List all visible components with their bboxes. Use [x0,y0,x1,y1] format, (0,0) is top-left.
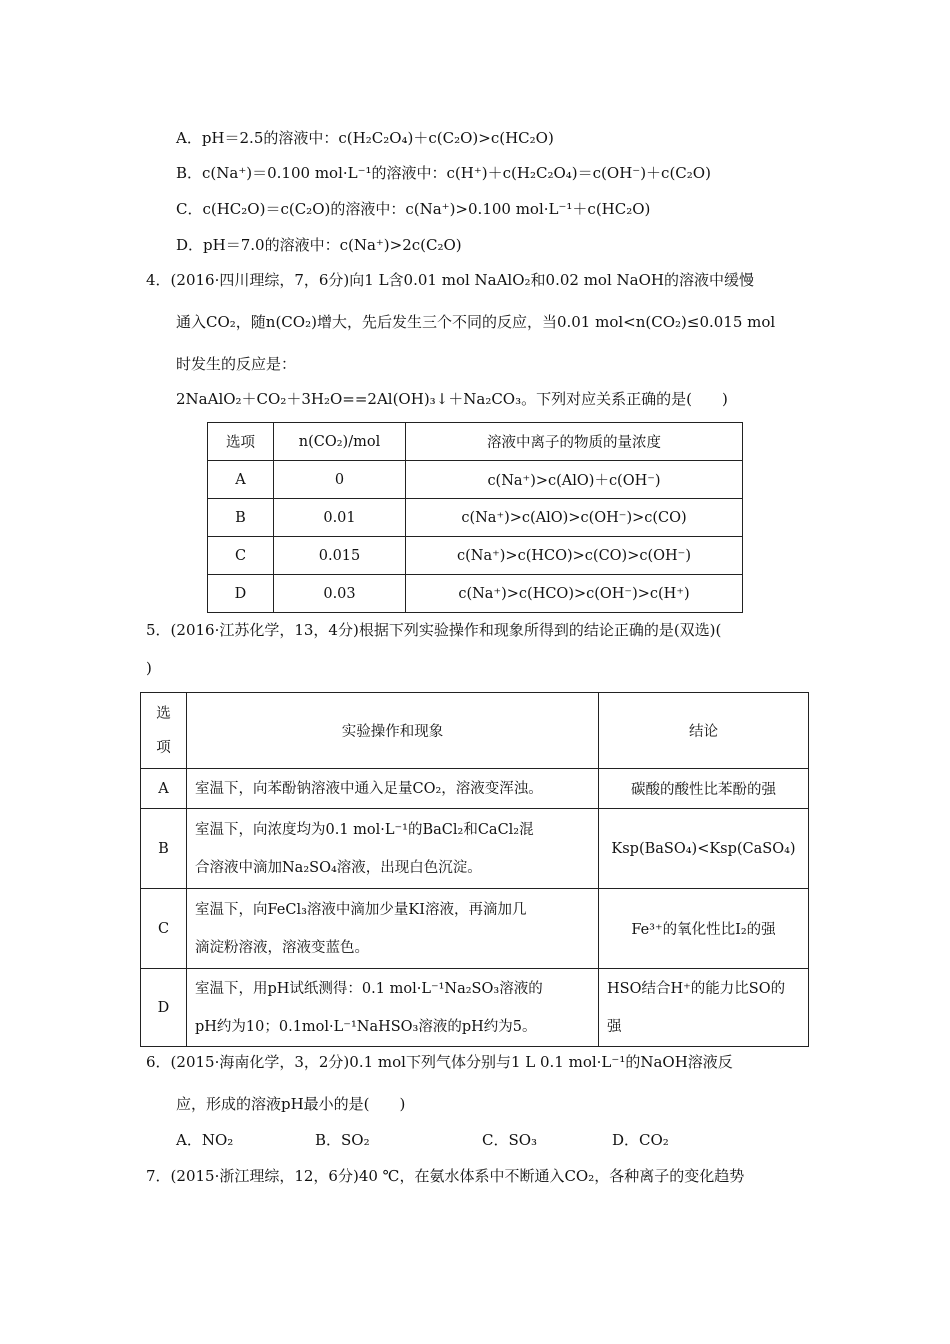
row-option: B [141,809,187,889]
conclusion-line1: HSO结合H⁺的能力比SO的 [607,980,786,997]
table-row [208,575,743,613]
conclusion-line2: 强 [607,1018,622,1035]
q5-stem-line1: 5．(2016·江苏化学，13，4分)根据下列实验操作和现象所得到的结论正确的是(双选)( [146,621,722,639]
q6-option-a: A．NO₂ [176,1131,234,1149]
q5-table [140,692,809,1047]
q3-option-c: C．c(HC₂O)＝c(C₂O)的溶液中：c(Na⁺)>0.100 mol·L⁻¹＋c(HC₂O) [176,200,651,218]
q3-option-b: B．c(Na⁺)＝0.100 mol·L⁻¹的溶液中：c(H⁺)＋c(H₂C₂O₄)＝c(OH⁻)＋c(C₂O) [176,164,711,182]
row-option: D [141,969,187,1047]
header-concentration: 溶液中离子的物质的量浓度 [406,423,743,461]
row-concentration: c(Na⁺)>c(HCO)>c(OH⁻)>c(H⁺) [406,575,743,613]
row-option: D [208,575,274,613]
header-operation: 实验操作和现象 [187,693,599,769]
row-option: A [141,769,187,809]
operation-line2: pH约为10；0.1mol·L⁻¹NaHSO₃溶液的pH约为5。 [195,1018,537,1035]
row-option: B [208,499,274,537]
header-option [141,693,187,769]
row-operation [187,969,599,1047]
q5-stem-line2: ) [146,659,152,677]
header-n-co2: n(CO₂)/mol [274,423,406,461]
header-conclusion: 结论 [599,693,809,769]
table-row [141,809,809,889]
q6-option-c: C．SO₃ [482,1131,538,1149]
table-row [208,537,743,575]
table-row [141,969,809,1047]
row-concentration: c(Na⁺)>c(HCO)>c(CO)>c(OH⁻) [406,537,743,575]
q6-option-d: D．CO₂ [612,1131,669,1149]
q6-stem-line2: 应，形成的溶液pH最小的是( ) [176,1095,406,1113]
row-operation [187,889,599,969]
row-operation: 室温下，向苯酚钠溶液中通入足量CO₂，溶液变浑浊。 [187,769,599,809]
q4-stem-line3: 时发生的反应是： [176,355,297,373]
header-option-char1: 选 [156,705,171,722]
operation-line2: 滴淀粉溶液，溶液变蓝色。 [195,939,369,956]
operation-line1: 室温下，向FeCl₃溶液中滴加少量KI溶液，再滴加几 [195,901,527,918]
row-conclusion: 碳酸的酸性比苯酚的强 [599,769,809,809]
header-option: 选项 [208,423,274,461]
row-n-co2: 0.03 [274,575,406,613]
table-header-row [208,423,743,461]
row-operation [187,809,599,889]
table-row [208,461,743,499]
q6-stem-line1: 6．(2015·海南化学，3，2分)0.1 mol下列气体分别与1 L 0.1 mol·L⁻¹的NaOH溶液反 [146,1053,733,1071]
q4-stem-line1: 4．(2016·四川理综，7，6分)向1 L含0.01 mol NaAlO₂和0.02 mol NaOH的溶液中缓慢 [146,271,754,289]
row-concentration: c(Na⁺)>c(AlO)>c(OH⁻)>c(CO) [406,499,743,537]
q3-option-a: A．pH＝2.5的溶液中：c(H₂C₂O₄)＋c(C₂O)>c(HC₂O) [176,129,554,147]
row-conclusion: Fe³⁺的氧化性比I₂的强 [599,889,809,969]
header-option-char2: 项 [156,739,171,756]
table-row [141,889,809,969]
row-n-co2: 0 [274,461,406,499]
operation-line1: 室温下，用pH试纸测得：0.1 mol·L⁻¹Na₂SO₃溶液的 [195,980,543,997]
row-conclusion: Ksp(BaSO₄)<Ksp(CaSO₄) [599,809,809,889]
q4-equation: 2NaAlO₂＋CO₂＋3H₂O==2Al(OH)₃↓＋Na₂CO₃。下列对应关系正确的是( ) [176,390,728,408]
row-option: C [141,889,187,969]
row-concentration: c(Na⁺)>c(AlO)＋c(OH⁻) [406,461,743,499]
table-header-row [141,693,809,769]
q3-option-d: D．pH＝7.0的溶液中：c(Na⁺)>2c(C₂O) [176,236,462,254]
q6-option-b: B．SO₂ [315,1131,370,1149]
table-row [141,769,809,809]
q4-table [207,422,743,613]
q4-stem-line2: 通入CO₂，随n(CO₂)增大，先后发生三个不同的反应，当0.01 mol<n(CO₂)≤0.015 mol [176,313,776,331]
row-option: A [208,461,274,499]
row-n-co2: 0.015 [274,537,406,575]
row-option: C [208,537,274,575]
q7-stem-line1: 7．(2015·浙江理综，12，6分)40 ℃，在氨水体系中不断通入CO₂，各种离子的变化趋势 [146,1167,745,1185]
row-n-co2: 0.01 [274,499,406,537]
operation-line1: 室温下，向浓度均为0.1 mol·L⁻¹的BaCl₂和CaCl₂混 [195,821,534,838]
row-conclusion [599,969,809,1047]
table-row [208,499,743,537]
operation-line2: 合溶液中滴加Na₂SO₄溶液，出现白色沉淀。 [195,859,482,876]
